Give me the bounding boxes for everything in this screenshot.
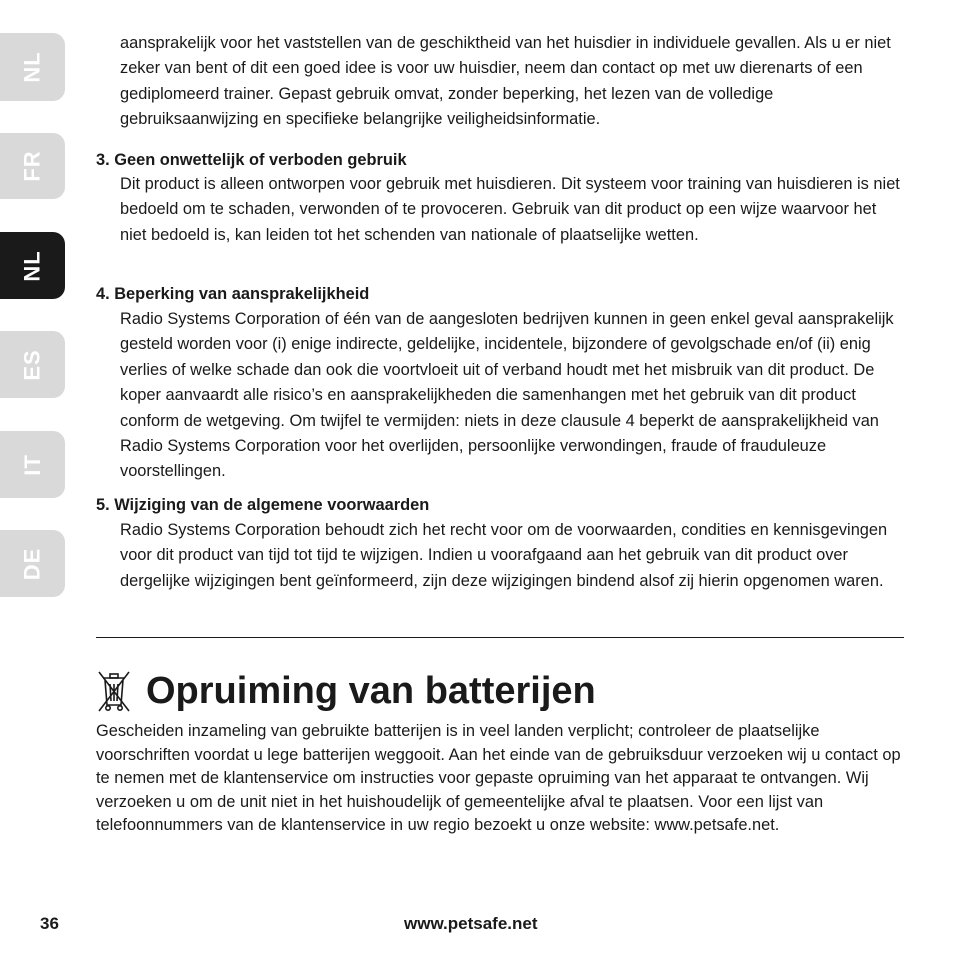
language-tab-label: NL	[19, 249, 45, 282]
language-tab-de[interactable]	[0, 530, 65, 597]
footer-url[interactable]: www.petsafe.net	[404, 914, 538, 933]
section-body-5: Radio Systems Corporation behoudt zich het recht voor om de voorwaarden, condities en kennisgevingen voor dit product van tijd tot tijd te wijzigen. Indien u voorafgaand aan het gebruik van dit product over dergelijke wijzigingen bent geïnformeerd, zijn deze wijzigingen bindend alsof zij hierin opgenomen waren.	[120, 521, 888, 590]
page-number: 36	[40, 914, 59, 933]
language-tab-label: IT	[19, 453, 45, 476]
disposal-body: Gescheiden inzameling van gebruikte batterijen is in veel landen verplicht; controleer de plaatselijke voorschriften voordat u lege batterijen weggooit. Aan het einde van de gebruiksduur verzoeken wij u contact op te nemen met de klantenservice om instructies voor gepaste opruiming van het apparaat te ontvangen. Wij verzoeken u om de unit niet in het huishoudelijk of gemeentelijke afval te plaatsen. Voor een lijst van telefoonnummers van de klantenservice in uw regio bezoekt u onze website: www.petsafe.net.	[96, 722, 901, 835]
disposal-title-row	[96, 666, 596, 716]
disposal-title: Opruiming van batterijen	[146, 670, 596, 712]
language-tab-fr[interactable]	[0, 133, 65, 199]
language-tab-label: FR	[19, 150, 45, 182]
section-body-4: Radio Systems Corporation of één van de aangesloten bedrijven kunnen in geen enkel geval aansprakelijk gesteld worden voor (i) enige indirecte, geldelijke, incidentele, bijzondere of gevolgschade en/of (ii) enig verlies of welke schade dan ook die voortvloeit uit of verband houdt met het misbruik van dit product. De koper aanvaardt alle risico’s en aansprakelijkheden die samenhangen met het gebruik van dit product conform de wetgeving. Om twijfel te vermijden: niets in deze clausule 4 beperkt de aansprakelijkheid van Radio Systems Corporation voor het overlijden, persoonlijke verwondingen, fraude of frauduleuze voorstellingen.	[120, 310, 894, 481]
language-tab-nl-active[interactable]	[0, 232, 65, 299]
section-heading-4: 4. Beperking van aansprakelijkheid	[96, 285, 370, 303]
language-tab-es[interactable]	[0, 331, 65, 398]
language-tab-label: NL	[19, 51, 45, 83]
language-tab-label: DE	[19, 547, 45, 580]
section-divider	[96, 637, 904, 638]
section-heading-5: 5. Wijziging van de algemene voorwaarden	[96, 496, 430, 514]
intro-paragraph: aansprakelijk voor het vaststellen van de geschiktheid van het huisdier in individuele gevallen. Als u er niet zeker van bent of dit een goed idee is voor uw huisdier, neem dan contact op met uw dierenarts of een gediplomeerd trainer. Gepast gebruik omvat, zonder beperking, het lezen van de volledige gebruiksaanwijzing en specifieke belangrijke veiligheidsinformatie.	[120, 34, 891, 129]
language-tab-it[interactable]	[0, 431, 65, 498]
language-tab-nl-top[interactable]	[0, 33, 65, 101]
crossed-bin-icon	[96, 669, 132, 713]
section-body-3: Dit product is alleen ontworpen voor gebruik met huisdieren. Dit systeem voor training van huisdieren is niet bedoeld om te schaden, verwonden of te provoceren. Gebruik van dit product op een wijze waarvoor het niet bedoeld is, kan leiden tot het schenden van nationale of plaatselijke wetten.	[120, 175, 900, 244]
language-tab-label: ES	[19, 348, 45, 381]
section-heading-3: 3. Geen onwettelijk of verboden gebruik	[96, 151, 407, 169]
